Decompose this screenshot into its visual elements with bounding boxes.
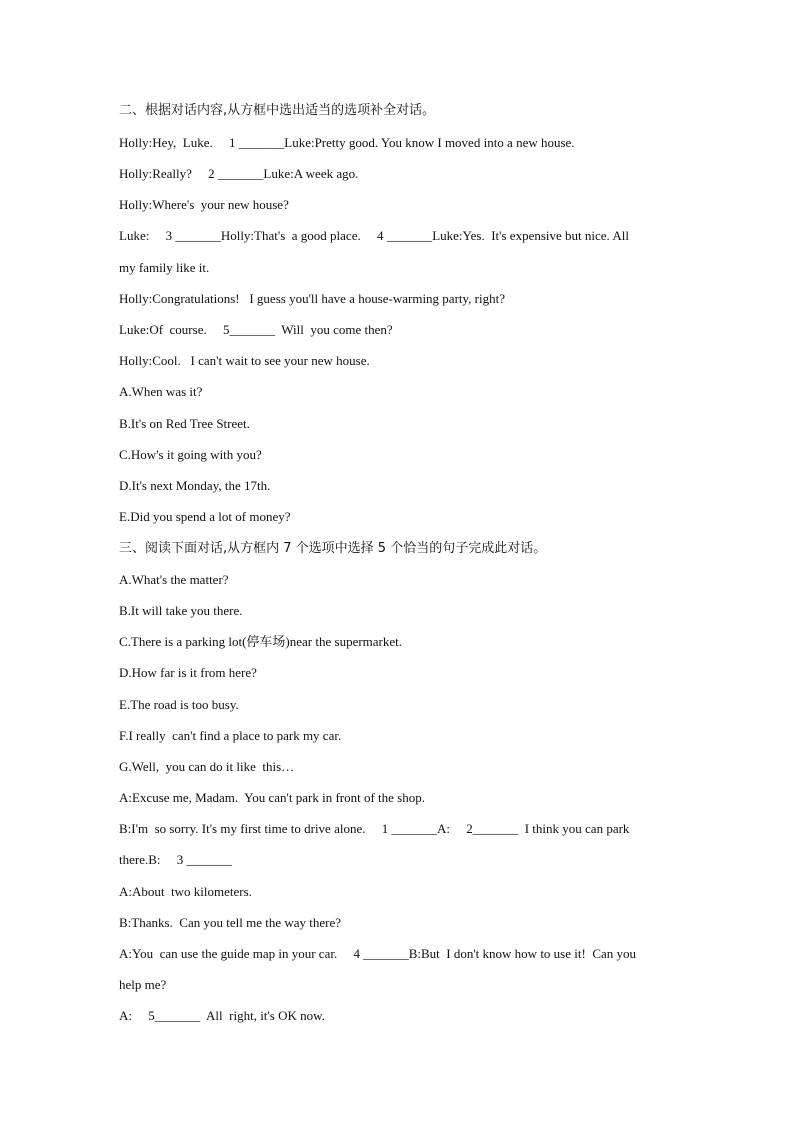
dialogue-line: my family like it. (119, 260, 210, 275)
dialogue-line: A: 5_______ All right, it's OK now. (119, 1008, 325, 1023)
option-item: D.How far is it from here? (119, 665, 257, 680)
option-item: C.There is a parking lot(停车场)near the supermarket. (119, 634, 403, 649)
dialogue-line: help me? (119, 977, 167, 992)
dialogue-line: there.B: 3 _______ (119, 852, 233, 867)
section-3-heading: 三、阅读下面对话,从方框内 7 个选项中选择 5 个恰当的句子完成此对话。 (119, 541, 547, 556)
dialogue-line: Holly:Hey, Luke. 1 _______Luke:Pretty good. You know I moved into a new house. (119, 135, 575, 150)
dialogue-line: B:I'm so sorry. It's my first time to drive alone. 1 _______A: 2_______ I think you can park (119, 821, 630, 836)
dialogue-line: Holly:Where's your new house? (119, 197, 289, 212)
dialogue-line: A:You can use the guide map in your car. 4 _______B:But I don't know how to use it! Can you (119, 946, 637, 961)
option-item: D.It's next Monday, the 17th. (119, 478, 271, 493)
dialogue-line: Holly:Really? 2 _______Luke:A week ago. (119, 166, 359, 181)
option-item: B.It's on Red Tree Street. (119, 416, 250, 431)
dialogue-line: A:About two kilometers. (119, 884, 252, 899)
option-item: A.What's the matter? (119, 572, 229, 587)
dialogue-line: A:Excuse me, Madam. You can't park in front of the shop. (119, 790, 425, 805)
dialogue-line: Luke: 3 _______Holly:That's a good place. 4 _______Luke:Yes. It's expensive but nice. All (119, 228, 629, 243)
option-item: E.The road is too busy. (119, 697, 239, 712)
option-item: F.I really can't find a place to park my car. (119, 728, 342, 743)
section-2-heading: 二、根据对话内容,从方框中选出适当的选项补全对话。 (119, 103, 436, 118)
option-item: G.Well, you can do it like this… (119, 759, 295, 774)
dialogue-line: B:Thanks. Can you tell me the way there? (119, 915, 342, 930)
dialogue-line: Holly:Cool. I can't wait to see your new house. (119, 353, 370, 368)
option-item: B.It will take you there. (119, 603, 243, 618)
option-item: C.How's it going with you? (119, 447, 262, 462)
option-item: E.Did you spend a lot of money? (119, 509, 291, 524)
dialogue-line: Luke:Of course. 5_______ Will you come then? (119, 322, 393, 337)
option-item: A.When was it? (119, 384, 203, 399)
dialogue-line: Holly:Congratulations! I guess you'll have a house-warming party, right? (119, 291, 506, 306)
